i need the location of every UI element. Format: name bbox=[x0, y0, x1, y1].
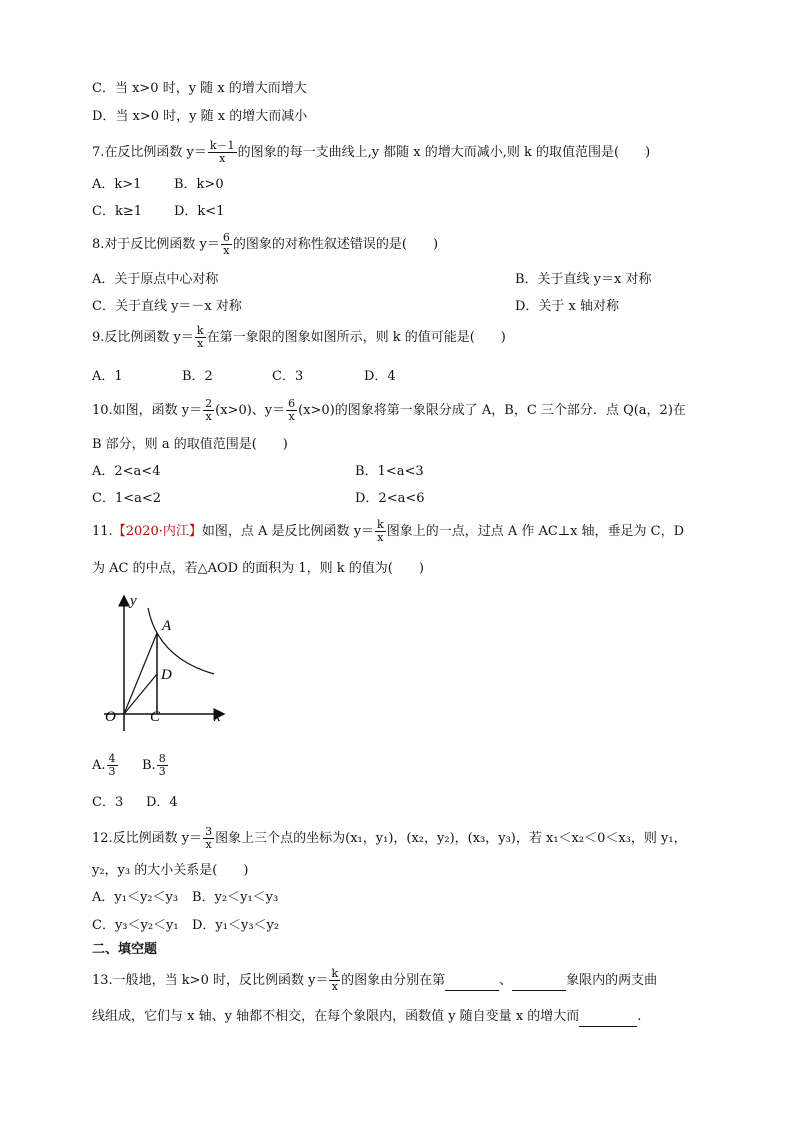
q7-fraction-num: k－1 bbox=[209, 139, 235, 152]
q8-stem-pre: 8.对于反比例函数 y＝ bbox=[92, 237, 220, 252]
q11-label-a: A bbox=[162, 618, 172, 634]
q8-stem bbox=[92, 232, 438, 257]
q10-stem-pre: 10.如图，函数 y＝ bbox=[92, 403, 203, 418]
q11-option-b-prefix: B. bbox=[142, 758, 156, 773]
q7-stem-post: 的图象的每一支曲线上,y 都随 x 的增大而减小,则 k 的取值范围是( ) bbox=[237, 145, 651, 160]
q10-fraction-1 bbox=[203, 398, 214, 423]
q10-option-c: C．1<a<2 bbox=[92, 491, 162, 506]
q8-option-d: D．关于 x 轴对称 bbox=[515, 299, 620, 314]
q10-fraction-1-num: 2 bbox=[205, 397, 213, 410]
q6-option-d: D．当 x>0 时，y 随 x 的增大而减小 bbox=[92, 109, 308, 124]
q10-option-a: A．2<a<4 bbox=[92, 464, 161, 479]
q11-option-a-den: 3 bbox=[108, 765, 116, 778]
q13-end: . bbox=[637, 1009, 642, 1024]
q13-stem-pre: 13.一般地，当 k>0 时，反比例函数 y＝ bbox=[92, 973, 329, 988]
q11-option-b-num: 8 bbox=[158, 752, 166, 765]
q7-option-a: A．k>1 bbox=[92, 177, 142, 192]
q10-fraction-2 bbox=[286, 398, 297, 423]
q12-stem-line2: y₂，y₃ 的大小关系是( ) bbox=[92, 863, 249, 878]
q11-option-a bbox=[92, 753, 119, 778]
q10-fraction-1-den: x bbox=[205, 410, 212, 423]
q11-label-c: C bbox=[150, 709, 161, 725]
q11-figure bbox=[96, 588, 236, 733]
q8-stem-post: 的图象的对称性叙述错误的是( ) bbox=[232, 237, 439, 252]
q13-fraction-num: k bbox=[331, 967, 339, 980]
q11-segment-oa bbox=[124, 633, 157, 714]
q8-option-a: A．关于原点中心对称 bbox=[92, 272, 219, 287]
q11-hyperbola-curve bbox=[148, 608, 214, 674]
q10-option-d: D．2<a<6 bbox=[355, 491, 425, 506]
q12-fraction-num: 3 bbox=[205, 825, 213, 838]
q10-fraction-2-num: 6 bbox=[288, 397, 296, 410]
section-title-fill-in: 二、填空题 bbox=[92, 942, 158, 957]
q9-option-d: D．4 bbox=[364, 369, 396, 384]
q10-stem bbox=[92, 398, 686, 423]
q13-stem-post: 象限内的两支曲 bbox=[566, 973, 658, 988]
q7-option-b: B．k>0 bbox=[174, 177, 224, 192]
q9-option-b: B．2 bbox=[182, 369, 213, 384]
q8-fraction-den: x bbox=[223, 244, 230, 257]
q11-segment-od bbox=[124, 674, 157, 714]
q6-option-c: C．当 x>0 时，y 随 x 的增大而增大 bbox=[92, 81, 307, 96]
q13-stem bbox=[92, 968, 657, 993]
q12-fraction bbox=[203, 826, 214, 851]
q9-option-a: A．1 bbox=[92, 369, 123, 384]
q11-option-a-fraction bbox=[107, 753, 118, 778]
q8-option-b: B．关于直线 y＝x 对称 bbox=[515, 272, 652, 287]
q8-option-c: C．关于直线 y＝－x 对称 bbox=[92, 299, 242, 314]
q8-fraction bbox=[221, 232, 232, 257]
q11-stem-pre: 如图，点 A 是反比例函数 y＝ bbox=[201, 524, 375, 539]
q12-option-c: C．y₃＜y₂＜y₁ bbox=[92, 918, 179, 933]
q11-label-o: O bbox=[105, 709, 116, 725]
q11-option-a-prefix: A. bbox=[92, 758, 106, 773]
q13-blank-1[interactable] bbox=[445, 972, 499, 991]
q9-stem-pre: 9.反比例函数 y＝ bbox=[92, 330, 194, 345]
q11-stem-post: 图象上的一点，过点 A 作 AC⊥x 轴，垂足为 C，D bbox=[386, 524, 685, 539]
q9-stem-post: 在第一象限的图象如图所示，则 k 的值可能是( ) bbox=[206, 330, 506, 345]
q9-option-c: C．3 bbox=[272, 369, 304, 384]
q9-stem bbox=[92, 325, 506, 350]
q7-stem-pre: 7.在反比例函数 y＝ bbox=[92, 145, 207, 160]
q13-stem-line2: 线组成，它们与 x 轴、y 轴都不相交，在每个象限内，函数值 y 随自变量 x 的增大而 bbox=[92, 1009, 580, 1024]
q11-option-b-den: 3 bbox=[158, 765, 166, 778]
q13-fraction bbox=[329, 968, 340, 993]
q12-stem bbox=[92, 826, 687, 851]
q11-label-x: x bbox=[214, 709, 221, 725]
q9-fraction bbox=[195, 325, 206, 350]
q11-fraction-num: k bbox=[377, 518, 384, 531]
q10-stem-line2: B 部分，则 a 的取值范围是( ) bbox=[92, 437, 288, 452]
q12-option-b: B．y₂＜y₁＜y₃ bbox=[192, 890, 279, 905]
q11-fraction-den: x bbox=[377, 531, 384, 544]
q11-option-d: D．4 bbox=[146, 795, 178, 810]
q11-option-a-num: 4 bbox=[108, 752, 116, 765]
q11-stem bbox=[92, 519, 684, 544]
q11-label-d: D bbox=[161, 667, 172, 683]
q11-number: 11. bbox=[92, 524, 113, 539]
q13-blank-3[interactable] bbox=[579, 1008, 637, 1027]
q11-option-b bbox=[142, 753, 169, 778]
q7-option-d: D．k<1 bbox=[174, 204, 225, 219]
q11-option-c: C．3 bbox=[92, 795, 124, 810]
q13-stem-mid: 的图象由分别在第 bbox=[341, 973, 446, 988]
q7-option-c: C．k≥1 bbox=[92, 204, 142, 219]
q10-stem-mid1: (x>0)、y＝ bbox=[215, 403, 286, 418]
q13-stem-line2-row bbox=[92, 1008, 641, 1027]
q7-fraction-den: x bbox=[219, 152, 226, 165]
q13-blank-2[interactable] bbox=[512, 972, 566, 991]
q12-stem-pre: 12.反比例函数 y＝ bbox=[92, 831, 203, 846]
q13-separator: 、 bbox=[499, 973, 513, 988]
q11-stem-line2: 为 AC 的中点，若△AOD 的面积为 1，则 k 的值为( ) bbox=[92, 561, 424, 576]
q12-option-d: D．y₁＜y₃＜y₂ bbox=[192, 918, 280, 933]
q10-fraction-2-den: x bbox=[288, 410, 295, 423]
q11-label-y: y bbox=[130, 593, 137, 609]
q9-fraction-den: x bbox=[197, 337, 204, 350]
q7-fraction bbox=[208, 140, 237, 165]
q11-source-tag: 【2020·内江】 bbox=[112, 524, 202, 539]
q10-option-b: B．1<a<3 bbox=[355, 464, 424, 479]
q11-option-b-fraction bbox=[157, 753, 168, 778]
q12-option-a: A．y₁＜y₂＜y₃ bbox=[92, 890, 179, 905]
q10-stem-mid2: (x>0)的图象将第一象限分成了 A，B，C 三个部分．点 Q(a，2)在 bbox=[298, 403, 686, 418]
q13-fraction-den: x bbox=[331, 980, 338, 993]
q12-stem-post: 图象上三个点的坐标为(x₁，y₁)，(x₂，y₂)，(x₃，y₃)，若 x₁＜x₂＜0＜x₃，则 y₁， bbox=[215, 831, 687, 846]
q9-fraction-num: k bbox=[196, 324, 204, 337]
q8-fraction-num: 6 bbox=[222, 231, 230, 244]
q11-fraction bbox=[375, 519, 386, 544]
q7-stem bbox=[92, 140, 650, 165]
q12-fraction-den: x bbox=[205, 838, 212, 851]
